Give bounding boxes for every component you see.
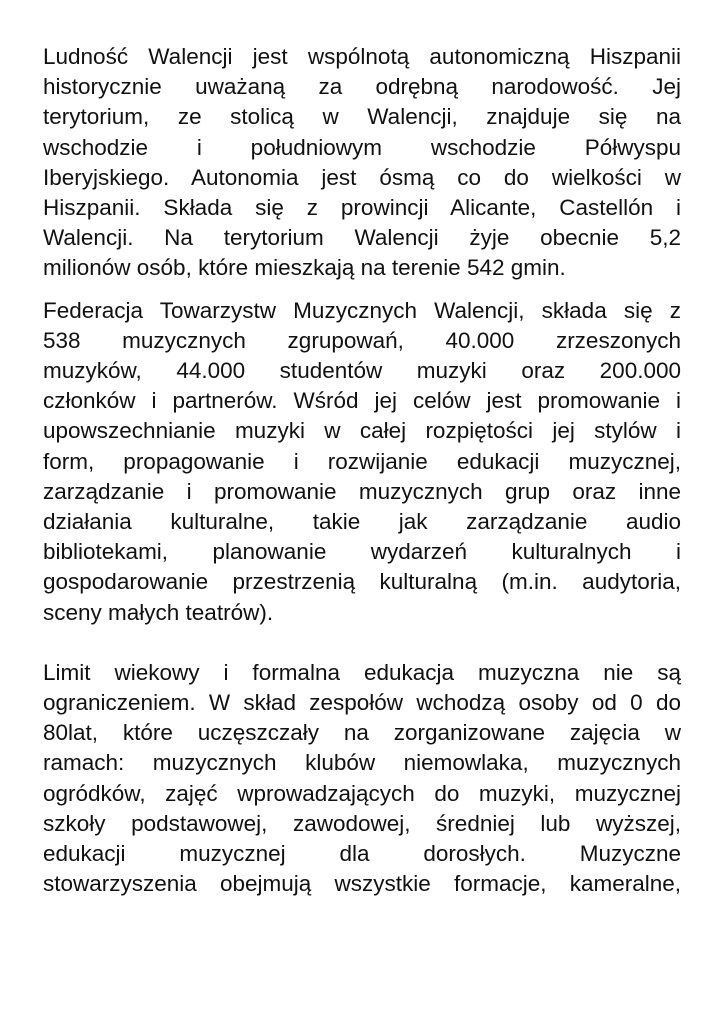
paragraph-age-limit [43,658,681,900]
paragraph-spacer [43,628,681,658]
text-line: Walencji. Na terytorium Walencji żyje obecnie 5,2 [43,225,681,251]
text-line: 538 muzycznych zgrupowań, 40.000 zrzeszonych [43,327,681,353]
paragraph-population [43,42,681,284]
document-page [43,42,681,899]
text-line: sceny małych teatrów). [43,599,274,625]
text-line: terytorium, ze stolicą w Walencji, znajduje się na [43,104,681,130]
text-line: ograniczeniem. W skład zespołów wchodzą osoby od 0 do [43,690,681,716]
text-line: Limit wiekowy i formalna edukacja muzyczna nie są [43,659,681,685]
text-line: stowarzyszenia obejmują wszystkie formacje, kameralne, [43,871,681,897]
text-line: szkoły podstawowej, zawodowej, średniej lub wyższej, [43,810,681,836]
text-line: gospodarowanie przestrzenią kulturalną (m.in. audytoria, [43,569,681,595]
paragraph-federation [43,296,681,628]
text-line: 80lat, które uczęszczały na zorganizowane zajęcia w [43,720,681,746]
text-line: członków i partnerów. Wśród jej celów jest promowanie i [43,388,681,414]
text-line: ogródków, zajęć wprowadzających do muzyki, muzycznej [43,780,681,806]
text-line: bibliotekami, planowanie wydarzeń kulturalnych i [43,539,681,565]
text-line: Federacja Towarzystw Muzycznych Walencji, składa się z [43,297,681,323]
text-line: muzyków, 44.000 studentów muzyki oraz 200.000 [43,358,681,384]
text-line: ramach: muzycznych klubów niemowlaka, muzycznych [43,750,681,776]
paragraph-spacer [43,284,681,296]
text-line: form, propagowanie i rozwijanie edukacji muzycznej, [43,448,681,474]
text-line: milionów osób, które mieszkają na terenie 542 gmin. [43,255,566,281]
text-line: Iberyjskiego. Autonomia jest ósmą co do wielkości w [43,164,681,190]
text-line: edukacji muzycznej dla dorosłych. Muzyczne [43,841,681,867]
text-line: historycznie uważaną za odrębną narodowość. Jej [43,74,681,100]
text-line: wschodzie i południowym wschodzie Półwyspu [43,134,681,160]
text-line: działania kulturalne, takie jak zarządzanie audio [43,509,681,535]
text-line: upowszechnianie muzyki w całej rozpiętości jej stylów i [43,418,681,444]
text-line: zarządzanie i promowanie muzycznych grup oraz inne [43,478,681,504]
text-line: Hiszpanii. Składa się z prowincji Alicante, Castellón i [43,195,681,221]
text-line: Ludność Walencji jest wspólnotą autonomiczną Hiszpanii [43,44,681,69]
